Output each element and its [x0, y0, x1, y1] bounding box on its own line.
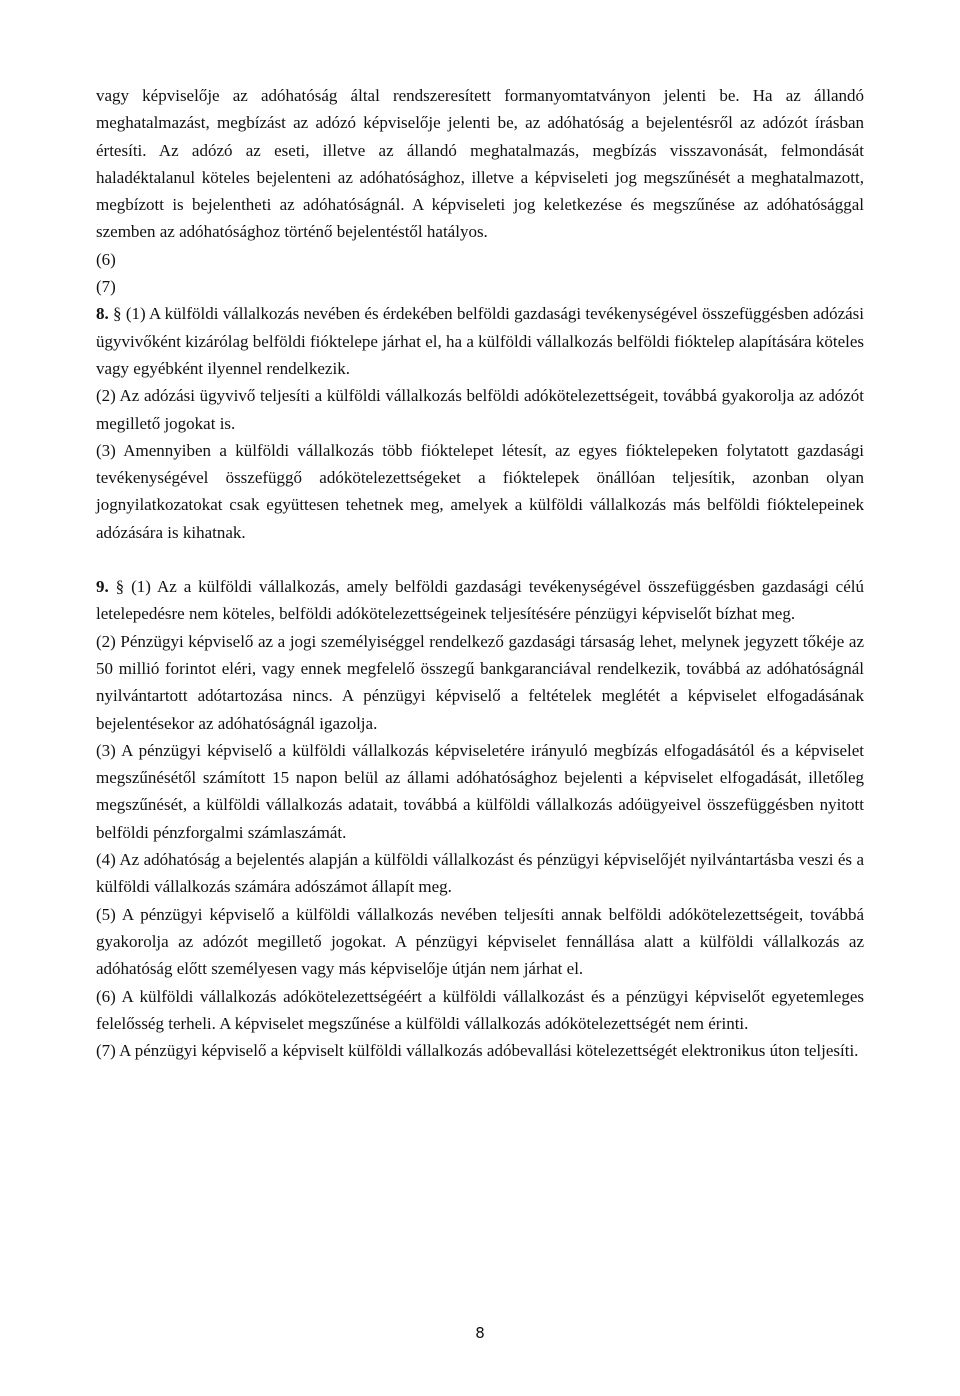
- section-8-number: 8.: [96, 304, 109, 324]
- section-9-para-6: (6) A külföldi vállalkozás adókötelezettségéért a külföldi vállalkozást és a pénzügyi képviselőt egyetemleges felelősség terheli. A képviselet megszűnése a külföldi vállalkozás adókötelezettségét nem érinti.: [96, 986, 864, 1033]
- section-8-para-1-text: § (1) A külföldi vállalkozás nevében és érdekében belföldi gazdasági tevékenységével összefüggésben adózási ügyvivőként kizárólag belföldi fióktelepe járhat el, ha a külföldi vállalkozás belföldi fióktelep alapítására köteles vagy egyébként ilyennel rendelkezik.: [96, 304, 864, 378]
- section-8-para-2: (2) Az adózási ügyvivő teljesíti a külföldi vállalkozás belföldi adókötelezettségeit, továbbá gyakorolja az adózót megillető jogokat is.: [96, 386, 864, 433]
- section-9-para-4: (4) Az adóhatóság a bejelentés alapján a külföldi vállalkozást és pénzügyi képviselőjét nyilvántartásba veszi és a külföldi vállalkozás számára adószámot állapít meg.: [96, 850, 864, 897]
- section-8-para-3: (3) Amennyiben a külföldi vállalkozás több fióktelepet létesít, az egyes fióktelepeken folytatott gazdasági tevékenységével összefüggő adókötelezettségeket a fióktelepek önállóan teljesítik, azonban olyan jognyilatkozatokat csak együttesen tehetnek meg, amelyek a külföldi vállalkozás más belföldi fióktelepeinek adózására is kihatnak.: [96, 440, 864, 542]
- section-9-para-1: [96, 573, 864, 628]
- paragraph-6: (6): [96, 249, 116, 269]
- section-9-para-7: (7) A pénzügyi képviselő a képviselt külföldi vállalkozás adóbevallási kötelezettségét elektronikus úton teljesíti.: [96, 1041, 859, 1061]
- section-9-para-2: (2) Pénzügyi képviselő az a jogi személyiséggel rendelkező gazdasági társaság lehet, melynek jegyzett tőkéje az 50 millió forintot eléri, vagy ennek megfelelő összegű bankgaranciával rendelkezik, továbbá az adóhatóságnál nyilvántartott adótartozása nincs. A pénzügyi képviselő a feltételek meglétét a képviselet elfogadásának bejelentésekor az adóhatóságnál igazolja.: [96, 631, 864, 733]
- page-number: 8: [475, 1324, 485, 1342]
- section-9-number: 9.: [96, 577, 109, 597]
- section-9-para-5: (5) A pénzügyi képviselő a külföldi vállalkozás nevében teljesíti annak belföldi adókötelezettségeit, továbbá gyakorolja az adózót megillető jogokat. A pénzügyi képviselet fennállása alatt a külföldi vállalkozás az adóhatóság előtt személyesen vagy más képviselője útján nem járhat el.: [96, 904, 864, 979]
- section-9-para-1-text: § (1) Az a külföldi vállalkozás, amely belföldi gazdasági tevékenységével összefüggésben gazdasági célú letelepedésre nem köteles, belföldi adókötelezettségeinek teljesítésére pénzügyi képviselőt bízhat meg.: [96, 577, 864, 624]
- document-page: [96, 82, 864, 1064]
- paragraph-7: (7): [96, 277, 116, 297]
- paragraph-intro: vagy képviselője az adóhatóság által rendszeresített formanyomtatványon jelenti be. Ha az állandó meghatalmazást, megbízást az adózó képviselője jelenti be, az adóhatóság a bejelentésről az adózót írásban értesíti. Az adózó az eseti, illetve az állandó meghatalmazás, megbízás visszavonását, felmondását haladéktalanul köteles bejelenteni az adóhatósághoz, illetve a képviseleti jog megszűnését a meghatalmazott, megbízott is bejelentheti az adóhatóságnál. A képviseleti jog keletkezése és megszűnése az adóhatósággal szemben az adóhatósághoz történő bejelentéstől hatályos.: [96, 86, 864, 242]
- section-8-para-1: [96, 300, 864, 382]
- section-9-para-3: (3) A pénzügyi képviselő a külföldi vállalkozás képviseletére irányuló megbízás elfogadásától és a képviselet megszűnésétől számított 15 napon belül az állami adóhatósághoz bejelenti a képviselet elfogadását, illetőleg megszűnését, a külföldi vállalkozás adatait, továbbá a külföldi vállalkozás adóügyeivel összefüggésben nyitott belföldi pénzforgalmi számlaszámát.: [96, 740, 864, 842]
